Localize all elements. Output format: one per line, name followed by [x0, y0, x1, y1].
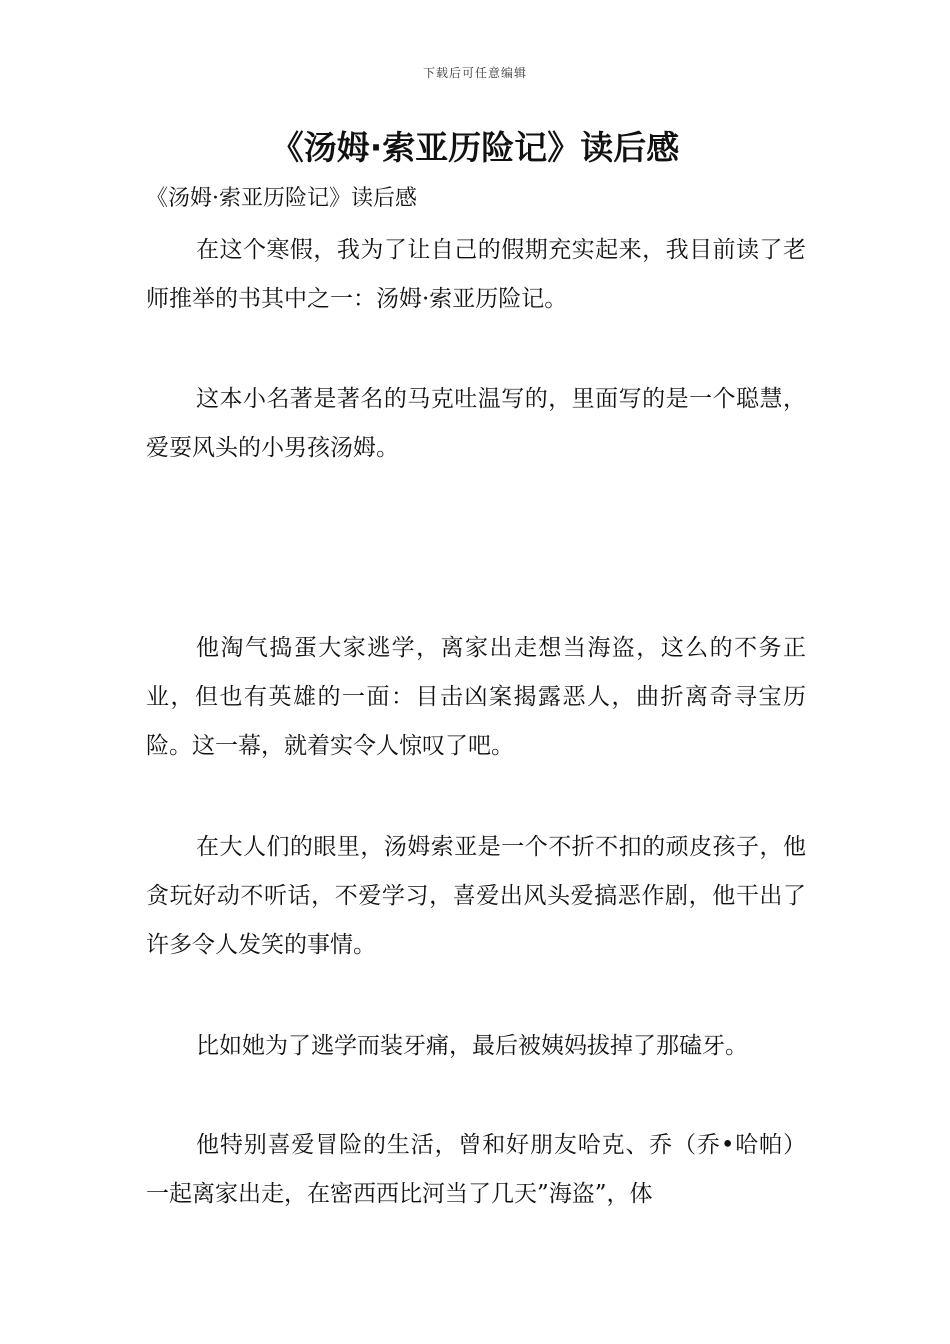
document-title: 《汤姆·索亚历险记》读后感 — [270, 128, 680, 167]
paragraph-5: 比如她为了逃学而装牙痛，最后被姨妈拔掉了那磕牙。 — [196, 1033, 748, 1059]
paragraph-6: 他特别喜爱冒险的生活，曾和好朋友哈克、乔（乔•哈帕）一起离家出走，在密西西比河当了几天”海盗”，体 — [146, 1132, 806, 1207]
document-subtitle: 《汤姆·索亚历险记》读后感 — [146, 186, 417, 211]
paragraph-4: 在大人们的眼里，汤姆索亚是一个不折不扣的顽皮孩子，他贪玩好动不听话，不爱学习，喜爱出风头爱搞恶作剧，他干出了许多令人发笑的事情。 — [146, 834, 806, 958]
paragraph-3: 他淘气捣蛋大家逃学，离家出走想当海盗，这么的不务正业，但也有英雄的一面：目击凶案揭露恶人，曲折离奇寻宝历险。这一幕，就着实令人惊叹了吧。 — [146, 635, 806, 759]
paragraph-2: 这本小名著是著名的马克吐温写的，里面写的是一个聪慧，爱耍风头的小男孩汤姆。 — [146, 386, 806, 461]
paragraph-1: 在这个寒假，我为了让自己的假期充实起来，我目前读了老师推举的书其中之一：汤姆·索亚历险记。 — [146, 237, 806, 312]
header-note: 下载后可任意编辑 — [422, 66, 527, 80]
